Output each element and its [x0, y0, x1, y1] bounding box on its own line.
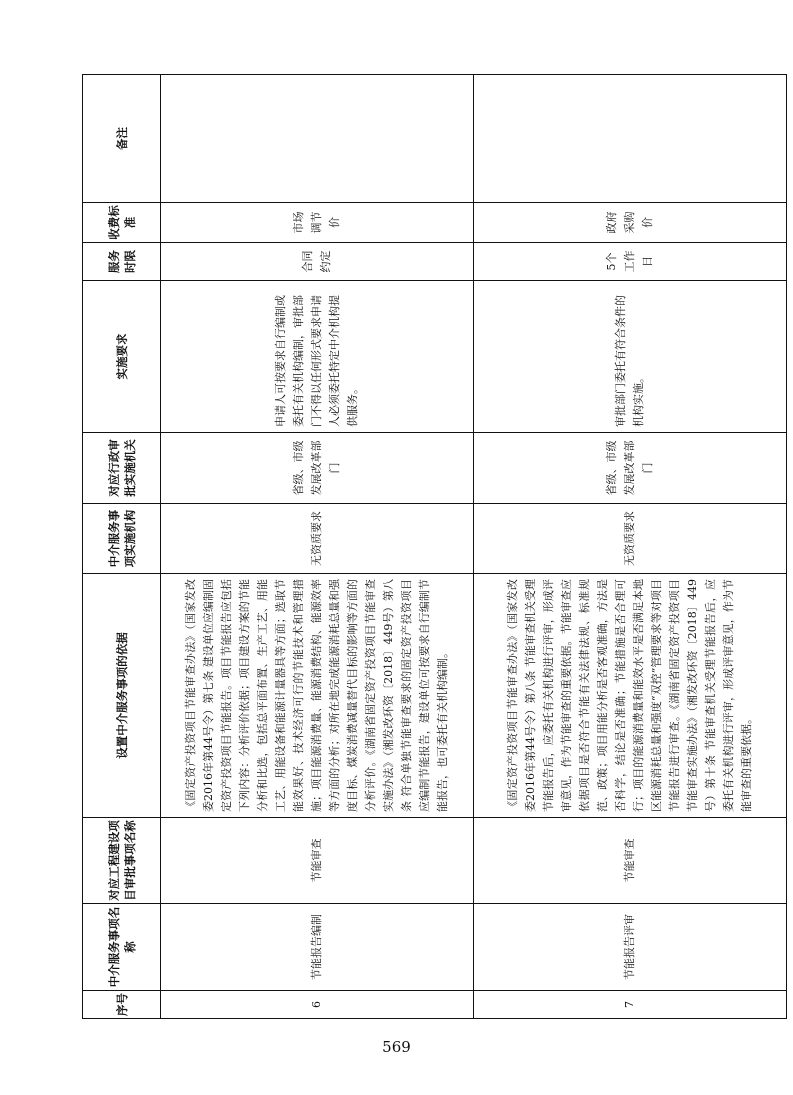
cell-gov-agency: 省级、市级发展改革部门 [161, 433, 474, 504]
header-requirements: 实施要求 [83, 281, 161, 433]
cell-basis: 《固定资产投资项目节能审查办法》（国家发改委2016年第44号令）第七条 建设单位应编制固定资产投资项目节能报告。项目节能报告应包括下列内容：分析评价依据；项目建设方案的节能分析和比选，包括总平面布置、生产工艺、用能工艺、用能设备和能源计量器具等方面；选取节能效果好、技术经济可行的节能技术和管理措施；项目能源消费量、能源消费结构、能源效率等方面的分析；对所在地完成能源消耗总量和强度目标、煤炭消费减量替代目标的影响等方面的分析评价。《湖南省固定资产投资项目节能审查实施办法》（湘发改环资〔2018〕449号）第八条 符合单独节能审查要求的固定资产投资项目应编制节能报告，建设单位可按要求自行编制节能报告，也可委托有关机构编制。 [161, 574, 474, 818]
cell-agency: 无资质要求 [161, 504, 474, 574]
table-row [474, 75, 787, 1019]
header-service-name: 中介服务事项名称 [83, 904, 161, 991]
header-agency: 中介服务事项实施机构 [83, 504, 161, 574]
header-remark: 备注 [83, 75, 161, 203]
page-number: 569 [382, 1038, 411, 1056]
header-project-approval: 对应工程建设项目审批事项名称 [83, 818, 161, 904]
cell-fee: 政府采购价 [474, 203, 787, 243]
header-time-limit: 服务时限 [83, 243, 161, 281]
cell-agency: 无资质要求 [474, 504, 787, 574]
table-header-row [83, 75, 161, 1019]
cell-requirements: 审批部门委托有符合条件的机构实施。 [474, 281, 787, 433]
header-gov-agency: 对应行政审批实施机关 [83, 433, 161, 504]
header-fee: 收费标准 [83, 203, 161, 243]
cell-project-approval: 节能审查 [161, 818, 474, 904]
header-basis: 设置中介服务事项的依据 [83, 574, 161, 818]
cell-remark [161, 75, 474, 203]
cell-seq: 6 [161, 991, 474, 1019]
header-seq: 序号 [83, 991, 161, 1019]
cell-gov-agency: 省级、市级发展改革部门 [474, 433, 787, 504]
cell-project-approval: 节能审查 [474, 818, 787, 904]
cell-seq: 7 [474, 991, 787, 1019]
service-items-table [82, 74, 787, 1019]
table-row [161, 75, 474, 1019]
cell-time-limit: 5个工作日 [474, 243, 787, 281]
cell-requirements: 申请人可按要求自行编制或委托有关机构编制，审批部门不得以任何形式要求申请人必须委托特定中介机构提供服务。 [161, 281, 474, 433]
rotated-table-container [82, 75, 786, 1019]
cell-fee: 市场调节价 [161, 203, 474, 243]
cell-basis: 《固定资产投资项目节能审查办法》（国家发改委2016年第44号令）第八条 节能审查机关受理节能报告后，应委托有关机构进行评审，形成评审意见，作为节能审查的重要依据。节能审查应依据项目是否符合节能有关法律法规、标准规范、政策；项目用能分析是否客观准确，方法是否科学，结论是否准确；节能措施是否合理可行；项目的能源消费量和能效水平是否满足本地区能源消耗总量和强度“双控”管理要求等对项目节能报告进行审查。《湖南省固定资产投资项目节能审查实施办法》（湘发改环资〔2018〕449号）第十条 节能审查机关受理节能报告后，应委托有关机构进行评审，形成评审意见，作为节能审查的重要依据。 [474, 574, 787, 818]
cell-remark [474, 75, 787, 203]
cell-service-name: 节能报告评审 [474, 904, 787, 991]
cell-service-name: 节能报告编制 [161, 904, 474, 991]
cell-time-limit: 合同约定 [161, 243, 474, 281]
